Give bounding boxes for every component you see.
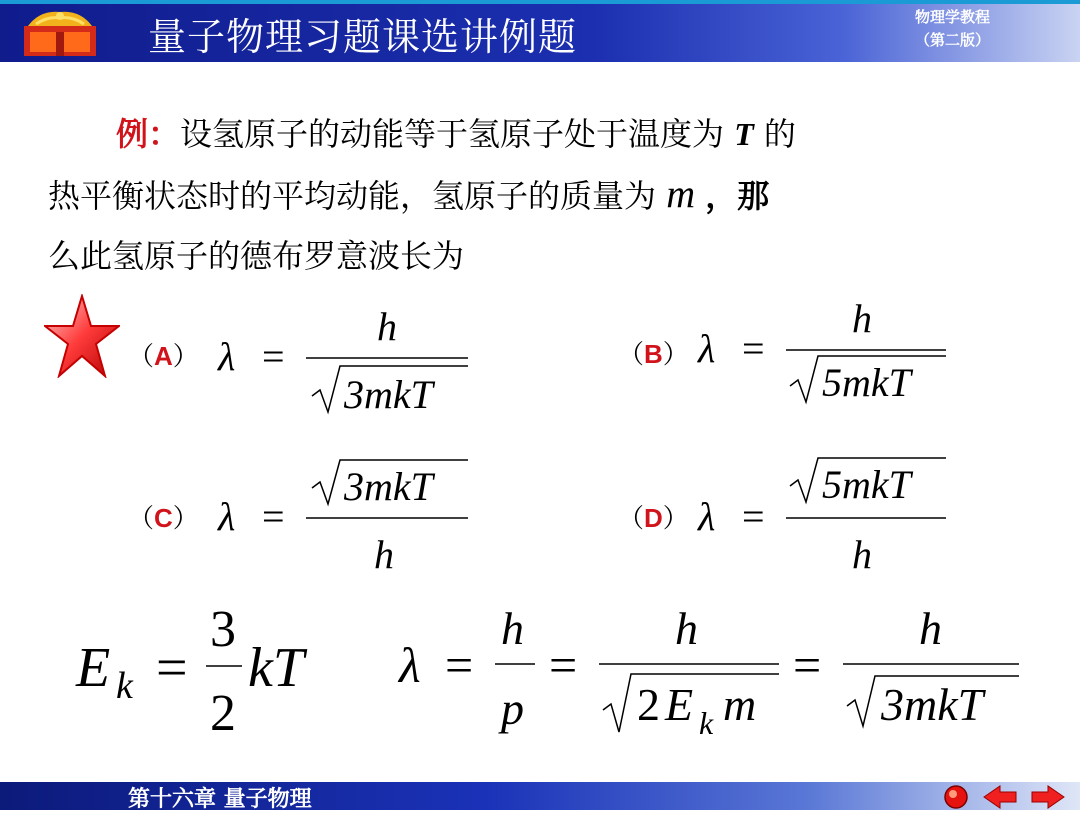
denominator: h — [374, 532, 394, 577]
option-letter: A — [154, 341, 173, 371]
option-b-formula — [690, 296, 960, 421]
energy-formula — [70, 600, 330, 750]
header-top-line — [0, 0, 1080, 4]
page-title: 量子物理习题课选讲例题 — [148, 15, 578, 59]
fraction-denominator: 2 — [210, 685, 236, 742]
option-b[interactable] — [618, 296, 978, 426]
equals-sign: = — [262, 334, 285, 379]
problem-line1-end: 的 — [763, 115, 796, 153]
next-arrow-icon[interactable] — [1032, 786, 1064, 808]
wavelength-derivation — [395, 600, 1035, 750]
Ek-subscript: k — [699, 705, 714, 741]
problem-line2-text: 热平衡状态时的平均动能，氢原子的质量为 — [48, 177, 657, 215]
Ek-symbol: E — [665, 679, 694, 730]
option-d[interactable] — [618, 456, 978, 581]
equals-sign: = — [742, 494, 765, 539]
option-a-label — [128, 336, 199, 373]
denominator: h — [852, 532, 872, 577]
option-d-label — [618, 498, 689, 535]
third-numerator: h — [919, 603, 942, 654]
paren-open: （ — [128, 342, 155, 372]
var-m: m — [666, 171, 696, 216]
numerator: h — [852, 296, 872, 341]
equals-sign-3: = — [793, 637, 822, 693]
var-T: T — [734, 116, 754, 152]
equals-sign: = — [156, 637, 188, 699]
kT-term: kT — [248, 637, 304, 699]
k-subscript: k — [116, 665, 133, 707]
option-a[interactable] — [128, 300, 488, 430]
equals-sign-1: = — [445, 637, 474, 693]
problem-text — [48, 104, 1048, 286]
lambda-symbol: λ — [698, 494, 716, 539]
paren-open: （ — [128, 504, 155, 534]
paren-close: ） — [172, 504, 199, 534]
navigation-controls — [940, 784, 1070, 810]
lambda-symbol: λ — [218, 494, 236, 539]
prev-arrow-icon[interactable] — [984, 786, 1016, 808]
logo-icon — [20, 6, 100, 58]
problem-line1-text: 设氢原子的动能等于氢原子处于温度为 — [180, 115, 725, 153]
option-letter: D — [644, 503, 663, 533]
option-a-formula — [212, 300, 482, 425]
option-letter: B — [644, 339, 663, 369]
third-denominator: 3mkT — [881, 679, 984, 730]
footer-bar — [0, 782, 1080, 810]
book-title-line2: （第二版） — [914, 31, 990, 49]
equals-sign: = — [262, 494, 285, 539]
lambda-symbol: λ — [698, 326, 716, 371]
option-b-label — [618, 334, 689, 371]
problem-line-1 — [48, 104, 1048, 164]
header-bar — [0, 0, 1080, 62]
energy-symbol: E — [76, 637, 111, 699]
m-symbol: m — [723, 679, 757, 730]
chapter-label: 第十六章 量子物理 — [128, 787, 312, 812]
numerator: 5mkT — [822, 462, 911, 507]
h-over-p-denominator: p — [501, 683, 524, 734]
lambda-symbol: λ — [218, 334, 236, 379]
equals-sign: = — [742, 326, 765, 371]
equals-sign-2: = — [549, 637, 578, 693]
numerator: 3mkT — [344, 464, 433, 509]
problem-line-3: 么此氢原子的德布罗意波长为 — [48, 237, 465, 275]
option-letter: C — [154, 503, 173, 533]
two: 2 — [637, 679, 660, 730]
denominator: 5mkT — [822, 360, 911, 405]
option-c-label — [128, 498, 199, 535]
denominator: 3mkT — [344, 372, 433, 417]
numerator: h — [377, 304, 397, 349]
fraction-numerator: 3 — [210, 601, 236, 658]
lambda-symbol: λ — [399, 637, 421, 693]
problem-line-2 — [48, 164, 1048, 226]
second-numerator: h — [675, 603, 698, 654]
paren-open: （ — [618, 340, 645, 370]
paren-close: ） — [662, 340, 689, 370]
star-icon — [44, 294, 120, 378]
book-title-line1: 物理学教程 — [914, 8, 990, 26]
option-c[interactable] — [128, 456, 488, 581]
paren-open: （ — [618, 504, 645, 534]
option-d-formula — [690, 456, 960, 581]
home-icon[interactable] — [945, 786, 967, 808]
h-over-p-numerator: h — [501, 603, 524, 654]
problem-line2-end: ，那 — [705, 177, 770, 215]
paren-close: ） — [172, 342, 199, 372]
option-c-formula — [212, 456, 482, 581]
problem-label: 例： — [116, 115, 181, 153]
book-title — [880, 6, 1025, 52]
paren-close: ） — [662, 504, 689, 534]
